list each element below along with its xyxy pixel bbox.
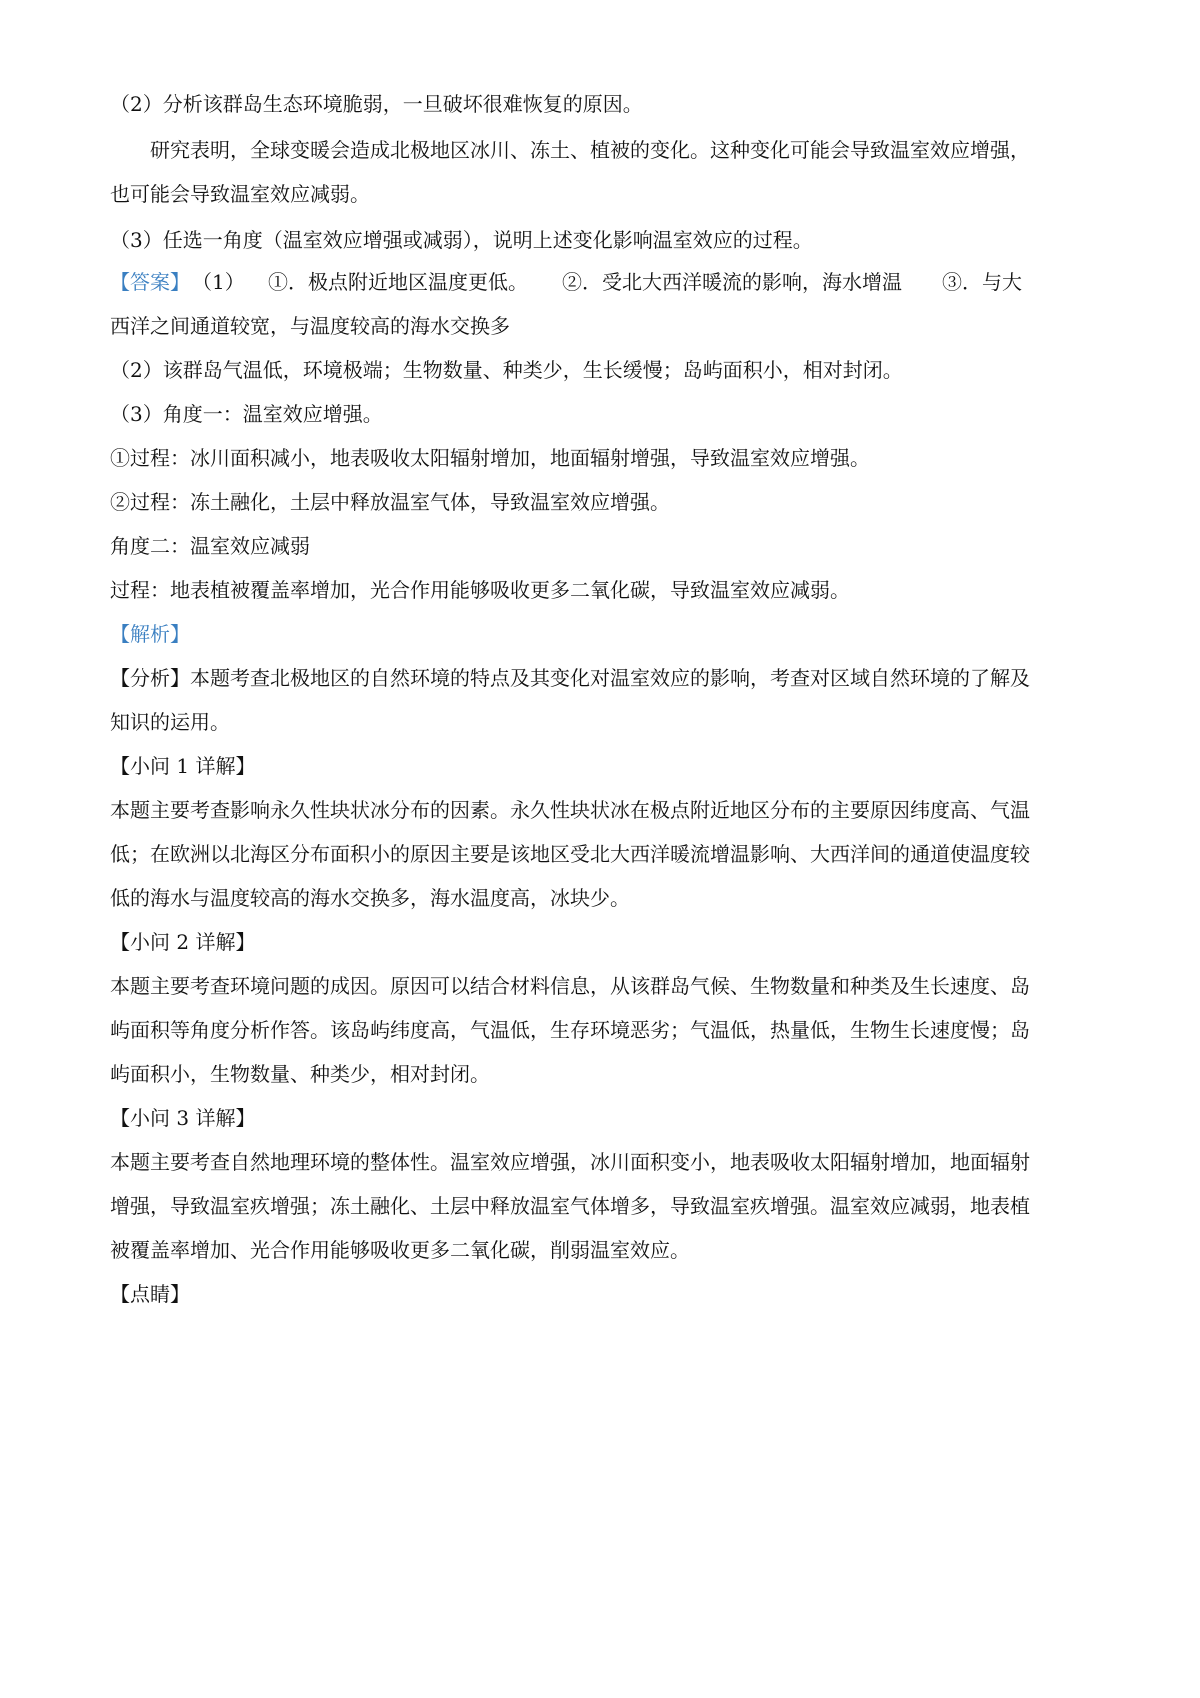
answer-q1-number: （1） — [192, 270, 245, 294]
answer-q3: （3）角度一：温室效应增强。 — [110, 402, 383, 426]
sub-question-3-line-2: 增强，导致温室疚增强；冻土融化、土层中释放温室气体增多，导致温室疚增强。温室效应减弱，地表植 — [110, 1194, 1030, 1218]
analysis-fenxi-line-1: 【分析】本题考查北极地区的自然环境的特点及其变化对温室效应的影响，考查对区域自然环境的了解及 — [110, 666, 1030, 690]
sub-question-2-line-1: 本题主要考查环境问题的成因。原因可以结合材料信息，从该群岛气候、生物数量和种类及生长速度、岛 — [110, 974, 1030, 998]
sub-question-2-line-2: 屿面积等角度分析作答。该岛屿纬度高，气温低，生存环境恶劣；气温低，热量低，生物生长速度慢；岛 — [110, 1018, 1030, 1042]
question-3: （3）任选一角度（温室效应增强或减弱），说明上述变化影响温室效应的过程。 — [110, 228, 813, 252]
material-line-1: 研究表明，全球变暖会造成北极地区冰川、冻土、植被的变化。这种变化可能会导致温室效应增强， — [150, 138, 1030, 162]
analysis-tag: 【解析】 — [110, 622, 190, 646]
answer-angle-2: 角度二：温室效应减弱 — [110, 534, 310, 558]
analysis-fenxi-line-2: 知识的运用。 — [110, 710, 230, 734]
dianjing-heading: 【点睛】 — [110, 1282, 190, 1306]
question-2: （2）分析该群岛生态环境脆弱，一旦破坏很难恢复的原因。 — [110, 92, 643, 116]
answer-tag: 【答案】 — [110, 270, 190, 294]
answer-q1-item-2: ②．受北大西洋暖流的影响，海水增温 — [562, 270, 902, 294]
sub-question-1-title: 【小问 1 详解】 — [110, 754, 256, 778]
sub-question-3-title: 【小问 3 详解】 — [110, 1106, 256, 1130]
sub-question-1-line-2: 低；在欧洲以北海区分布面积小的原因主要是该地区受北大西洋暖流增温影响、大西洋间的通道使温度较 — [110, 842, 1030, 866]
answer-q1-item-3: ③．与大 — [942, 270, 1022, 294]
answer-process-3: 过程：地表植被覆盖率增加，光合作用能够吸收更多二氧化碳，导致温室效应减弱。 — [110, 578, 850, 602]
answer-process-2: ②过程：冻土融化，土层中释放温室气体，导致温室效应增强。 — [110, 490, 670, 514]
sub-question-3-line-1: 本题主要考查自然地理环境的整体性。温室效应增强，冰川面积变小，地表吸收太阳辐射增加，地面辐射 — [110, 1150, 1030, 1174]
sub-question-2-line-3: 屿面积小，生物数量、种类少，相对封闭。 — [110, 1062, 490, 1086]
answer-process-1: ①过程：冰川面积减小，地表吸收太阳辐射增加，地面辐射增强，导致温室效应增强。 — [110, 446, 870, 470]
sub-question-3-line-3: 被覆盖率增加、光合作用能够吸收更多二氧化碳，削弱温室效应。 — [110, 1238, 690, 1262]
answer-q1-row — [110, 268, 1090, 296]
answer-q2: （2）该群岛气温低，环境极端；生物数量、种类少，生长缓慢；岛屿面积小，相对封闭。 — [110, 358, 903, 382]
answer-q1-item-1: ①．极点附近地区温度更低。 — [268, 270, 528, 294]
sub-question-1-line-3: 低的海水与温度较高的海水交换多，海水温度高，冰块少。 — [110, 886, 630, 910]
sub-question-2-title: 【小问 2 详解】 — [110, 930, 256, 954]
material-line-2: 也可能会导致温室效应减弱。 — [110, 182, 370, 206]
answer-q1-item-3-continued: 西洋之间通道较宽，与温度较高的海水交换多 — [110, 314, 510, 338]
sub-question-1-line-1: 本题主要考查影响永久性块状冰分布的因素。永久性块状冰在极点附近地区分布的主要原因纬度高、气温 — [110, 798, 1030, 822]
